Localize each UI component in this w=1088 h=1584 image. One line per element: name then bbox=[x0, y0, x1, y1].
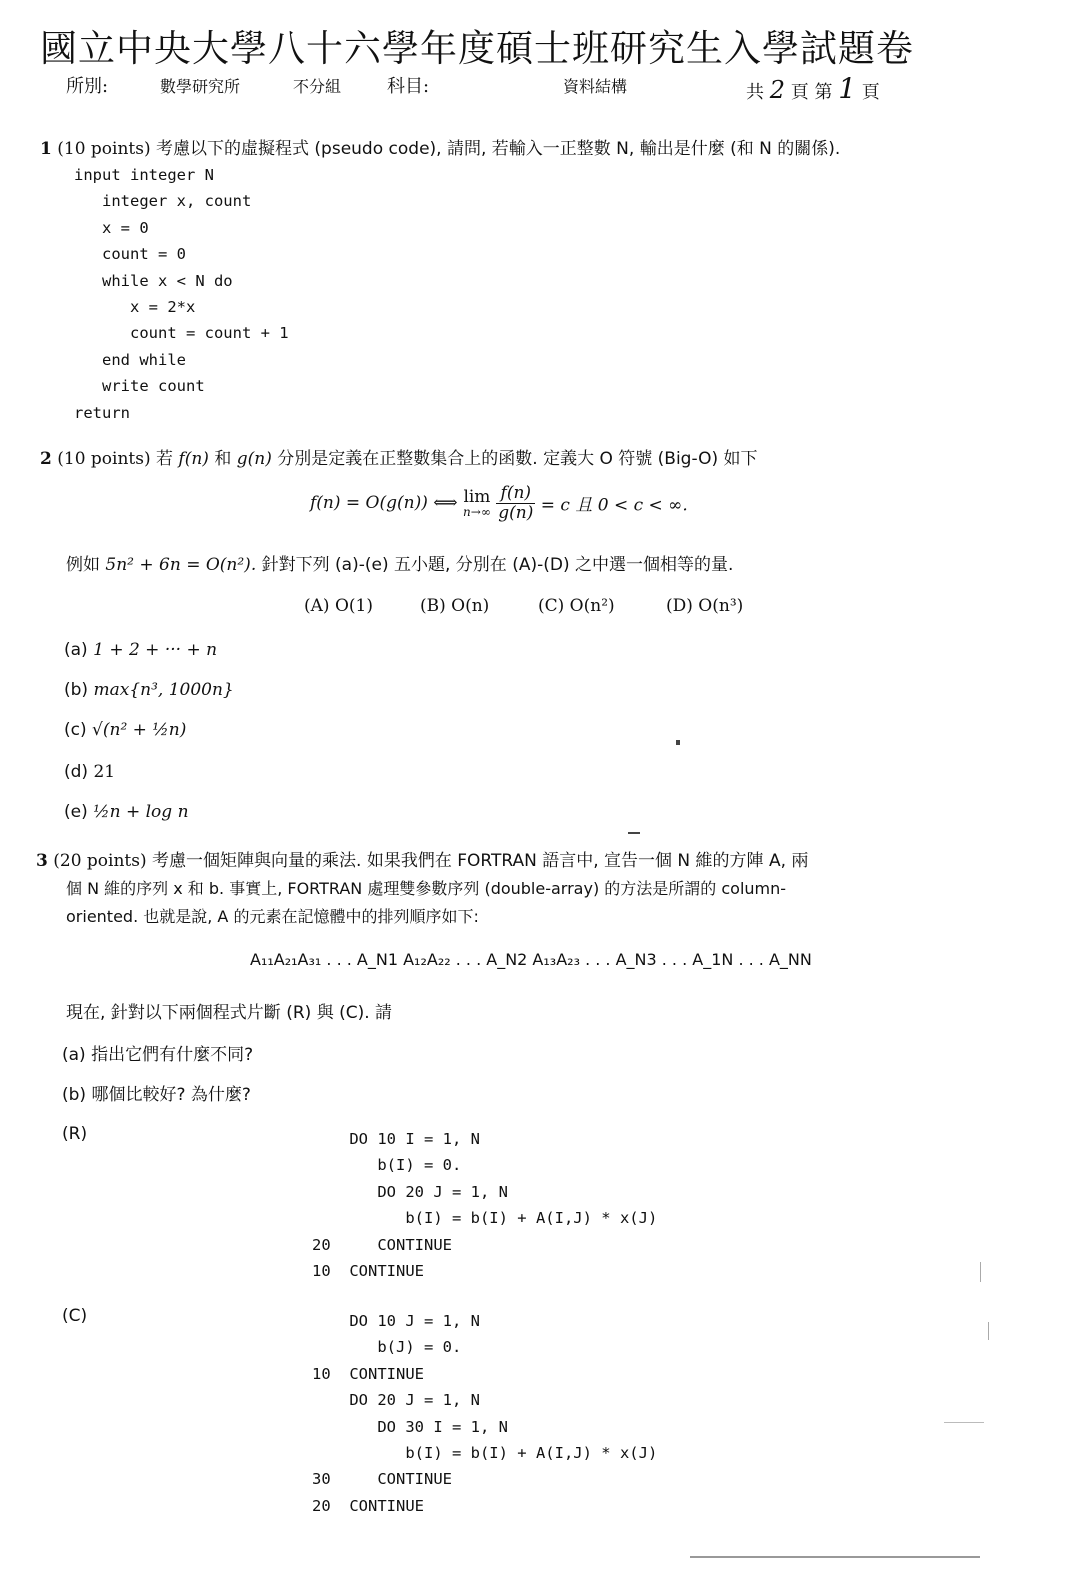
q2-f-n: f(n) bbox=[178, 449, 209, 469]
q1-code bbox=[74, 162, 289, 426]
code-line: count = count + 1 bbox=[74, 324, 289, 343]
code-line: 10 CONTINUE bbox=[312, 1262, 424, 1281]
memory-sequence: A₁₁A₂₁A₃₁ . . . A_N1 A₁₂A₂₂ . . . A_N2 A₁₃A₂₃ . . . A_N3 . . . A_1N . . . A_NN bbox=[250, 950, 812, 969]
scan-speck bbox=[676, 740, 680, 745]
scan-speck bbox=[944, 1422, 984, 1423]
code-line: b(I) = 0. bbox=[312, 1156, 462, 1175]
part-label: (b) bbox=[64, 680, 89, 700]
code-line: write count bbox=[74, 377, 205, 396]
code-line: count = 0 bbox=[74, 245, 186, 264]
q3-line2: 個 N 維的序列 x 和 b. 事實上, FORTRAN 處理雙參數序列 (double-array) 的方法是所謂的 column- bbox=[66, 879, 787, 898]
q3-part-a: (a) 指出它們有什麼不同? bbox=[62, 1045, 254, 1065]
pages-suffix: 頁 bbox=[861, 82, 880, 103]
pages-prefix: 共 bbox=[746, 82, 764, 103]
scan-speck bbox=[628, 832, 640, 834]
example-math: 5n² + 6n = O(n²). bbox=[105, 555, 257, 575]
option-c: (C) O(n²) bbox=[538, 596, 615, 616]
q3-line1: 考慮一個矩陣與向量的乘法. 如果我們在 FORTRAN 語言中, 宣告一個 N 維的方陣 A, 兩 bbox=[152, 851, 809, 871]
c-code bbox=[312, 1308, 657, 1519]
q2-number: 2 bbox=[40, 449, 52, 469]
scan-speck bbox=[988, 1322, 989, 1340]
code-line: DO 10 J = 1, N bbox=[312, 1312, 480, 1330]
code-line: DO 20 J = 1, N bbox=[312, 1182, 508, 1201]
q1-points: (10 points) bbox=[57, 139, 151, 159]
code-line: return bbox=[74, 403, 130, 422]
r-label: (R) bbox=[62, 1124, 88, 1144]
q2-heading bbox=[40, 444, 758, 469]
subject-value: 資料結構 bbox=[563, 77, 628, 96]
lim-sub: n→∞ bbox=[463, 504, 491, 519]
q1-heading bbox=[40, 134, 840, 159]
bigo-definition bbox=[310, 484, 688, 522]
q3-line4: 現在, 針對以下兩個程式片斷 (R) 與 (C). 請 bbox=[66, 1003, 393, 1023]
lim-word: lim bbox=[463, 486, 491, 507]
code-line: end while bbox=[74, 350, 186, 369]
part-expr: √(n² + ½n) bbox=[92, 720, 187, 740]
frac-num: f(n) bbox=[496, 484, 535, 504]
code-line: x = 0 bbox=[74, 218, 149, 237]
q2-g-n: g(n) bbox=[236, 449, 272, 469]
part-expr: max{n³, 1000n} bbox=[93, 680, 234, 700]
option-b: (B) O(n) bbox=[420, 596, 490, 616]
code-line: 20 CONTINUE bbox=[312, 1496, 424, 1515]
part-d bbox=[64, 762, 115, 782]
def-rhs: = c 且 0 < c < ∞. bbox=[540, 495, 688, 516]
r-code bbox=[312, 1126, 657, 1284]
code-line: DO 20 J = 1, N bbox=[312, 1391, 480, 1410]
part-a bbox=[64, 640, 217, 660]
code-line: b(I) = b(I) + A(I,J) * x(J) bbox=[312, 1209, 658, 1228]
q3-heading bbox=[36, 846, 808, 871]
exam-title: 國立中央大學八十六學年度碩士班研究生入學試題卷 bbox=[40, 27, 914, 70]
q1-text: 考慮以下的虛擬程式 (pseudo code), 請問, 若輸入一正整數 N, 輸出是什麼 (和 N 的關係). bbox=[156, 139, 841, 159]
code-line: b(J) = 0. bbox=[312, 1338, 462, 1357]
option-d: (D) O(n³) bbox=[666, 596, 744, 616]
code-line: 30 CONTINUE bbox=[312, 1470, 452, 1489]
part-label: (a) bbox=[64, 640, 88, 660]
q2-example bbox=[66, 550, 733, 575]
frac-den: g(n) bbox=[498, 502, 534, 523]
scan-speck bbox=[690, 1556, 980, 1558]
part-expr: ½n + log n bbox=[93, 802, 189, 822]
code-line: DO 30 I = 1, N bbox=[312, 1417, 508, 1436]
code-line: 20 CONTINUE bbox=[312, 1235, 452, 1254]
scan-speck bbox=[980, 1262, 981, 1282]
q2-intro-b: 和 bbox=[214, 449, 232, 469]
subject-label: 科目: bbox=[387, 76, 430, 97]
q3-number: 3 bbox=[36, 851, 48, 871]
q3-points: (20 points) bbox=[53, 851, 147, 871]
code-line: x = 2*x bbox=[74, 298, 196, 317]
example-a: 例如 bbox=[66, 555, 100, 575]
part-c bbox=[64, 720, 186, 740]
code-line: DO 10 I = 1, N bbox=[312, 1130, 480, 1148]
fraction bbox=[496, 484, 535, 522]
code-line: while x < N do bbox=[74, 271, 233, 290]
q2-points: (10 points) bbox=[57, 449, 151, 469]
q2-intro-c: 分別是定義在正整數集合上的函數. 定義大 O 符號 (Big-O) 如下 bbox=[277, 449, 758, 469]
code-line: b(I) = b(I) + A(I,J) * x(J) bbox=[312, 1444, 658, 1463]
code-line: integer x, count bbox=[74, 192, 252, 211]
part-b bbox=[64, 680, 234, 700]
dept-label: 所別: bbox=[66, 76, 109, 97]
c-label: (C) bbox=[62, 1306, 88, 1326]
q2-intro-a: 若 bbox=[156, 449, 174, 469]
q3-line3: oriented. 也就是說, A 的元素在記憶體中的排列順序如下: bbox=[66, 907, 479, 926]
pages-total: 2 bbox=[769, 76, 786, 104]
example-b: 針對下列 (a)-(e) 五小題, 分別在 (A)-(D) 之中選一個相等的量. bbox=[261, 555, 734, 575]
code-line: input integer N bbox=[74, 166, 214, 184]
code-line: 10 CONTINUE bbox=[312, 1364, 424, 1383]
part-expr: 21 bbox=[93, 762, 116, 782]
pages-current: 1 bbox=[838, 72, 857, 105]
part-expr: 1 + 2 + ··· + n bbox=[93, 640, 218, 660]
group-value: 不分組 bbox=[293, 77, 342, 96]
page-count bbox=[746, 72, 880, 105]
pages-mid: 頁 第 bbox=[790, 82, 833, 103]
part-label: (e) bbox=[64, 802, 88, 822]
q1-number: 1 bbox=[40, 139, 52, 159]
limit bbox=[463, 486, 491, 519]
q3-part-b: (b) 哪個比較好? 為什麼? bbox=[62, 1085, 251, 1105]
part-label: (c) bbox=[64, 720, 87, 740]
option-a: (A) O(1) bbox=[304, 596, 373, 616]
def-lhs: f(n) = O(g(n)) ⟺ bbox=[310, 493, 458, 514]
part-e bbox=[64, 802, 189, 822]
dept-value: 數學研究所 bbox=[160, 77, 241, 96]
part-label: (d) bbox=[64, 762, 89, 782]
